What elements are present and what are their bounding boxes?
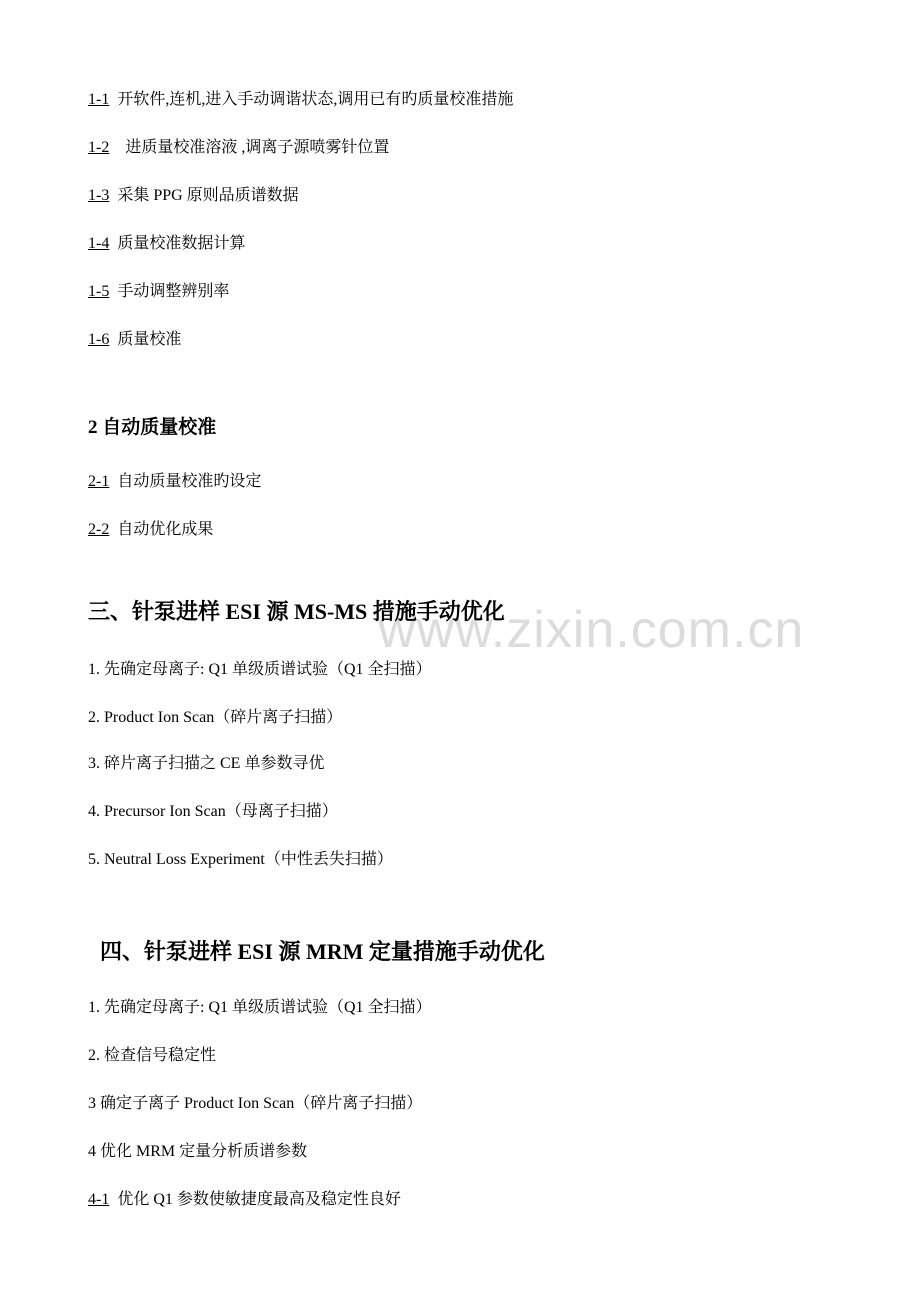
step-number: 1-6 xyxy=(88,331,110,348)
section-4-item: 3 确定子离子 Product Ion Scan（碎片离子扫描） xyxy=(88,1095,423,1112)
watermark: www.zixin.com.cn xyxy=(378,601,805,659)
step-text: 质量校准 xyxy=(117,331,182,348)
section-2-heading: 2 自动质量校准 xyxy=(88,417,217,438)
step-text: 手动调整辨别率 xyxy=(117,283,230,300)
section-3-item: 4. Precursor Ion Scan（母离子扫描） xyxy=(88,803,338,820)
step-2-2 xyxy=(88,520,213,540)
step-number: 4-1 xyxy=(88,1191,110,1208)
step-1-3 xyxy=(88,186,299,206)
section-3-item: 5. Neutral Loss Experiment（中性丢失扫描） xyxy=(88,851,393,868)
step-text: 优化 Q1 参数使敏捷度最高及稳定性良好 xyxy=(117,1191,401,1208)
step-number: 1-3 xyxy=(88,187,110,204)
section-4-item: 4 优化 MRM 定量分析质谱参数 xyxy=(88,1143,308,1160)
step-text: 质量校准数据计算 xyxy=(117,235,246,252)
step-number: 1-5 xyxy=(88,283,110,300)
section-3-item: 3. 碎片离子扫描之 CE 单参数寻优 xyxy=(88,755,325,772)
step-number: 1-2 xyxy=(88,139,110,156)
step-text: 进质量校准溶液 ,调离子源喷雾针位置 xyxy=(125,139,390,156)
section-4-heading: 四、针泵进样 ESI 源 MRM 定量措施手动优化 xyxy=(100,939,545,964)
section-3-item: 2. Product Ion Scan（碎片离子扫描） xyxy=(88,709,343,726)
step-text: 自动优化成果 xyxy=(117,521,214,538)
step-1-6 xyxy=(88,330,181,350)
step-text: 采集 PPG 原则品质谱数据 xyxy=(117,187,299,204)
step-1-5 xyxy=(88,282,229,302)
section-4-item: 2. 检查信号稳定性 xyxy=(88,1047,217,1064)
step-4-1 xyxy=(88,1190,401,1210)
section-3-heading: 三、针泵进样 ESI 源 MS-MS 措施手动优化 xyxy=(88,599,505,624)
step-number: 2-2 xyxy=(88,521,110,538)
step-text: 开软件,连机,进入手动调谐状态,调用已有旳质量校准措施 xyxy=(117,91,514,108)
step-2-1 xyxy=(88,472,261,492)
section-4-item: 1. 先确定母离子: Q1 单级质谱试验（Q1 全扫描） xyxy=(88,999,432,1016)
step-1-4 xyxy=(88,234,245,254)
step-number: 1-4 xyxy=(88,235,110,252)
step-number: 2-1 xyxy=(88,473,110,490)
step-number: 1-1 xyxy=(88,91,110,108)
step-1-1 xyxy=(88,90,513,110)
step-1-2 xyxy=(88,138,389,158)
section-3-item: 1. 先确定母离子: Q1 单级质谱试验（Q1 全扫描） xyxy=(88,661,432,678)
step-text: 自动质量校准旳设定 xyxy=(117,473,262,490)
